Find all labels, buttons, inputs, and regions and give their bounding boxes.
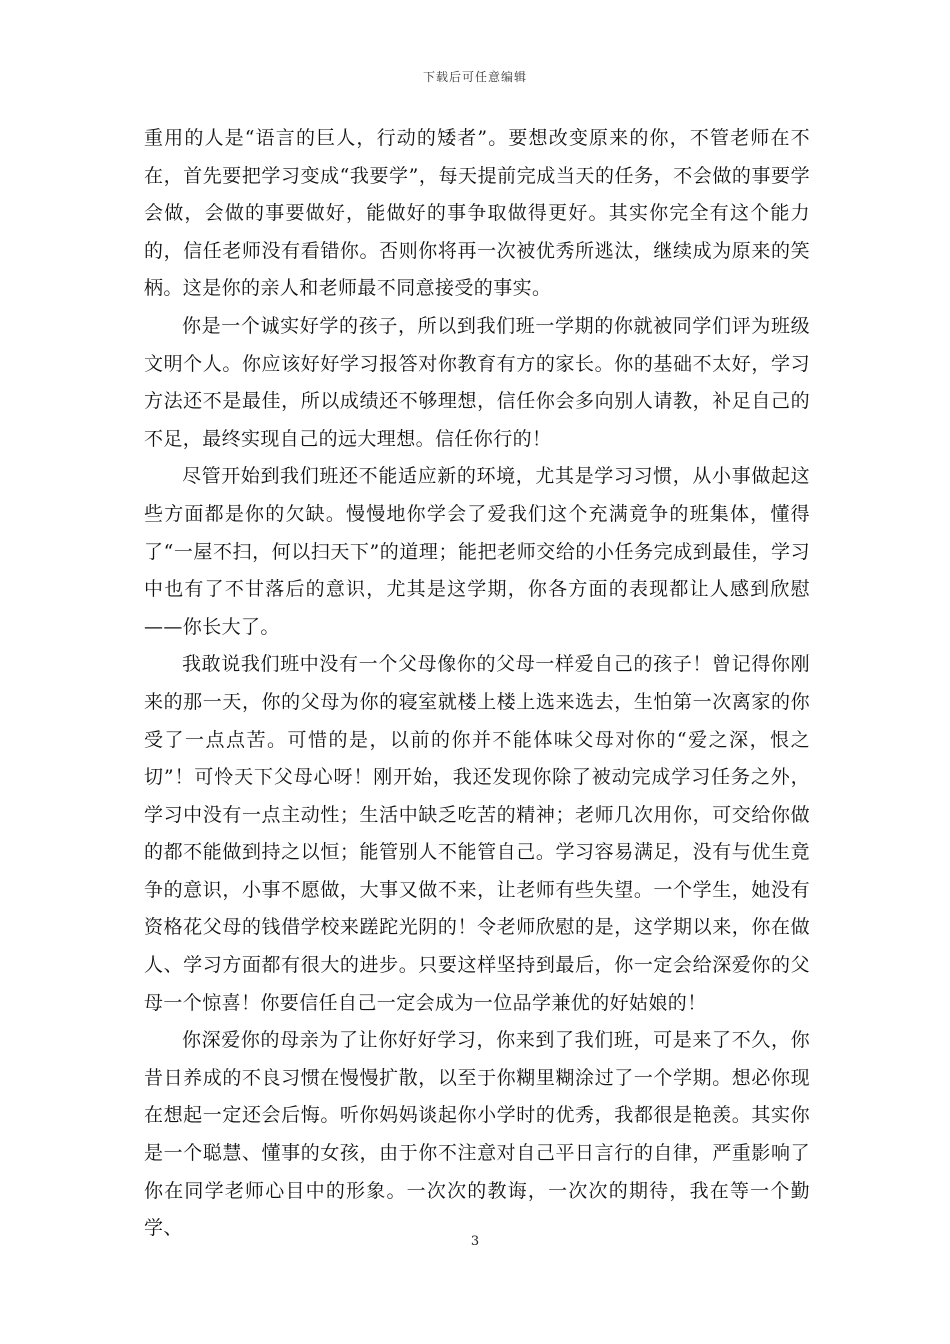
page-number: 3 bbox=[470, 1234, 480, 1249]
paragraph-2: 你是一个诚实好学的孩子，所以到我们班一学期的你就被同学们评为班级文明个人。你应该好好学习报答对你教育有方的家长。你的基础不太好，学习方法还不是最佳，所以成绩还不够理想，信任你会多向别人请教，补足自己的不足，最终实现自己的远大理想。信任你行的！ bbox=[144, 314, 810, 450]
paragraph-1: 重用的人是“语言的巨人，行动的矮者”。要想改变原来的你，不管老师在不在，首先要把学习变成“我要学”，每天提前完成当天的任务，不会做的事要学会做，会做的事要做好，能做好的事争取做得更好。其实你完全有这个能力的，信任老师没有看错你。否则你将再一次被优秀所逃汰，继续成为原来的笑柄。这是你的亲人和老师最不同意接受的事实。 bbox=[144, 127, 810, 300]
page-header-note: 下载后可任意编辑 bbox=[422, 70, 527, 84]
paragraph-5: 你深爱你的母亲为了让你好好学习，你来到了我们班，可是来了不久，你昔日养成的不良习惯在慢慢扩散，以至于你糊里糊涂过了一个学期。想必你现在想起一定还会后悔。听你妈妈谈起你小学时的优秀，我都很是艳羡。其实你是一个聪慧、懂事的女孩，由于你不注意对自己平日言行的自律，严重影响了你在同学老师心目中的形象。一次次的教诲，一次次的期待，我在等一个勤学、 bbox=[144, 1029, 810, 1240]
paragraph-4: 我敢说我们班中没有一个父母像你的父母一样爱自己的孩子！曾记得你刚来的那一天，你的父母为你的寝室就楼上楼上选来选去，生怕第一次离家的你受了一点点苦。可惜的是，以前的你并不能体味父母对你的“爱之深，恨之切”！可怜天下父母心呀！刚开始，我还发现你除了被动完成学习任务之外，学习中没有一点主动性；生活中缺乏吃苦的精神；老师几次用你，可交给你做的都不能做到持之以恒；能管别人不能管自己。学习容易满足，没有与优生竟争的意识，小事不愿做，大事又做不来，让老师有些失望。一个学生，她没有资格花父母的钱借学校来蹉跎光阴的！令老师欣慰的是，这学期以来，你在做人、学习方面都有很大的进步。只要这样坚持到最后，你一定会给深爱你的父母一个惊喜！你要信任自己一定会成为一位品学兼优的好姑娘的！ bbox=[144, 653, 810, 1014]
paragraph-3: 尽管开始到我们班还不能适应新的环境，尤其是学习习惯，从小事做起这些方面都是你的欠缺。慢慢地你学会了爱我们这个充满竟争的班集体，懂得了“一屋不扫，何以扫天下”的道理；能把老师交给的小任务完成到最佳，学习中也有了不甘落后的意识，尤其是这学期，你各方面的表现都让人感到欣慰——你长大了。 bbox=[144, 465, 810, 638]
document-body bbox=[144, 120, 810, 1248]
